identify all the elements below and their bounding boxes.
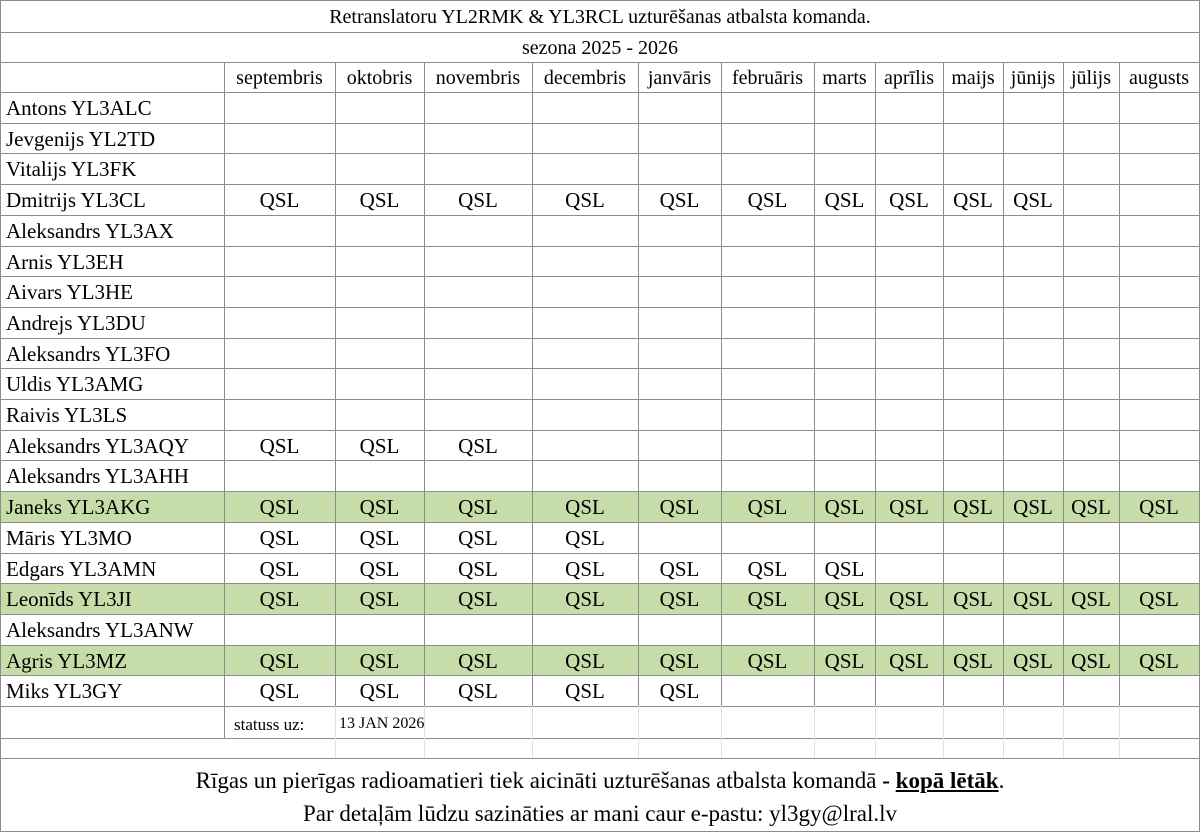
footer-dash: - bbox=[882, 768, 890, 793]
grid-hline bbox=[0, 32, 1200, 33]
grid-vline bbox=[638, 706, 639, 758]
qsl-mark: QSL bbox=[458, 679, 498, 704]
footer-invitation-text: Rīgas un pierīgas radioamatieri tiek aicināti uzturēšanas atbalsta komandā bbox=[195, 768, 883, 793]
qsl-mark: QSL bbox=[659, 188, 700, 213]
qsl-mark: QSL bbox=[889, 648, 929, 673]
grid-hline bbox=[0, 338, 1200, 339]
footer-contact: Par detaļām lūdzu sazināties ar mani caur e-pastu: yl3gy@lral.lv bbox=[302, 801, 898, 826]
qsl-mark: QSL bbox=[1013, 648, 1053, 673]
member-name: Antons YL3ALC bbox=[6, 96, 152, 120]
grid-vline bbox=[875, 706, 876, 758]
qsl-mark: QSL bbox=[1071, 587, 1111, 612]
footer-period: . bbox=[998, 768, 1005, 793]
qsl-mark: QSL bbox=[659, 648, 700, 673]
qsl-mark: QSL bbox=[1013, 188, 1053, 213]
grid-vline bbox=[943, 706, 944, 758]
qsl-mark: QSL bbox=[824, 495, 865, 520]
grid-vline bbox=[424, 706, 425, 758]
grid-hline bbox=[0, 399, 1200, 400]
qsl-mark: QSL bbox=[359, 679, 400, 704]
month-header: maijs bbox=[951, 67, 995, 89]
grid-vline bbox=[335, 706, 336, 758]
member-name: Jevgenijs YL2TD bbox=[6, 126, 156, 151]
grid-hline bbox=[0, 215, 1200, 216]
month-header: decembris bbox=[543, 67, 627, 89]
member-name: Janeks YL3AKG bbox=[6, 495, 151, 520]
month-header: februāris bbox=[731, 67, 804, 89]
qsl-mark: QSL bbox=[259, 495, 300, 520]
member-name: Uldis YL3AMG bbox=[6, 372, 144, 397]
qsl-mark: QSL bbox=[824, 556, 865, 581]
qsl-mark: QSL bbox=[889, 495, 929, 520]
grid-hline bbox=[0, 153, 1200, 154]
qsl-mark: QSL bbox=[1139, 648, 1179, 673]
qsl-mark: QSL bbox=[953, 648, 993, 673]
grid-hline bbox=[0, 276, 1200, 277]
qsl-mark: QSL bbox=[259, 525, 300, 550]
member-name: Aleksandrs YL3ANW bbox=[6, 617, 194, 642]
member-name: Agris YL3MZ bbox=[6, 648, 128, 673]
grid-hline bbox=[0, 0, 1200, 1]
month-header: oktobris bbox=[346, 67, 413, 89]
grid-hline bbox=[0, 553, 1200, 554]
qsl-mark: QSL bbox=[458, 648, 498, 673]
qsl-mark: QSL bbox=[824, 587, 865, 612]
qsl-mark: QSL bbox=[824, 648, 865, 673]
member-name: Aleksandrs YL3AHH bbox=[6, 464, 189, 489]
grid-vline bbox=[1119, 706, 1120, 758]
qsl-mark: QSL bbox=[458, 433, 498, 458]
month-header: jūlijs bbox=[1070, 67, 1111, 89]
grid-vline bbox=[1003, 706, 1004, 758]
qsl-mark: QSL bbox=[359, 433, 400, 458]
grid-hline bbox=[0, 92, 1200, 93]
month-header: marts bbox=[822, 67, 867, 89]
footer-invitation bbox=[0, 769, 1200, 792]
qsl-mark: QSL bbox=[659, 495, 700, 520]
grid-vline bbox=[532, 706, 533, 758]
qsl-mark: QSL bbox=[259, 679, 300, 704]
qsl-mark: QSL bbox=[747, 495, 788, 520]
grid-hline bbox=[0, 460, 1200, 461]
qsl-mark: QSL bbox=[747, 648, 788, 673]
grid-hline bbox=[0, 430, 1200, 431]
qsl-mark: QSL bbox=[458, 495, 498, 520]
grid-hline bbox=[0, 583, 1200, 584]
month-header: janvāris bbox=[647, 67, 712, 89]
member-name: Aleksandrs YL3FO bbox=[6, 341, 171, 366]
qsl-mark: QSL bbox=[1071, 648, 1111, 673]
qsl-mark: QSL bbox=[359, 587, 400, 612]
grid-vline bbox=[814, 706, 815, 758]
member-name: Leonīds YL3JI bbox=[6, 587, 132, 612]
grid-vline bbox=[1063, 706, 1064, 758]
qsl-mark: QSL bbox=[359, 648, 400, 673]
qsl-mark: QSL bbox=[359, 525, 400, 550]
qsl-mark: QSL bbox=[359, 188, 400, 213]
qsl-mark: QSL bbox=[359, 495, 400, 520]
member-name: Aleksandrs YL3AQY bbox=[6, 433, 189, 458]
grid-hline bbox=[0, 614, 1200, 615]
qsl-mark: QSL bbox=[953, 188, 993, 213]
grid-vline bbox=[0, 0, 1, 832]
qsl-mark: QSL bbox=[1013, 495, 1053, 520]
qsl-mark: QSL bbox=[953, 495, 993, 520]
qsl-mark: QSL bbox=[1139, 587, 1179, 612]
qsl-mark: QSL bbox=[259, 587, 300, 612]
qsl-mark: QSL bbox=[565, 587, 605, 612]
month-header: novembris bbox=[435, 67, 521, 89]
grid-hline bbox=[0, 706, 1200, 707]
grid-hline bbox=[0, 123, 1200, 124]
grid-hline bbox=[0, 62, 1200, 63]
qsl-mark: QSL bbox=[747, 587, 788, 612]
qsl-mark: QSL bbox=[259, 433, 300, 458]
month-header: septembris bbox=[236, 67, 323, 89]
grid-hline bbox=[0, 522, 1200, 523]
member-name: Miks YL3GY bbox=[6, 679, 123, 704]
qsl-mark: QSL bbox=[747, 556, 788, 581]
month-header: aprīlis bbox=[884, 67, 934, 89]
month-header: jūnijs bbox=[1010, 67, 1056, 89]
member-name: Aleksandrs YL3AX bbox=[6, 218, 174, 243]
grid-vline bbox=[224, 62, 225, 738]
qsl-mark: QSL bbox=[458, 525, 498, 550]
qsl-mark: QSL bbox=[458, 556, 498, 581]
qsl-mark: QSL bbox=[565, 556, 605, 581]
qsl-mark: QSL bbox=[565, 188, 605, 213]
member-name: Arnis YL3EH bbox=[6, 249, 124, 274]
season-label: sezona 2025 - 2026 bbox=[521, 37, 679, 59]
member-name: Māris YL3MO bbox=[6, 525, 132, 550]
qsl-mark: QSL bbox=[565, 679, 605, 704]
qsl-mark: QSL bbox=[1071, 495, 1111, 520]
qsl-mark: QSL bbox=[565, 648, 605, 673]
grid-hline bbox=[0, 645, 1200, 646]
qsl-mark: QSL bbox=[259, 556, 300, 581]
qsl-mark: QSL bbox=[659, 556, 700, 581]
qsl-mark: QSL bbox=[259, 188, 300, 213]
qsl-mark: QSL bbox=[359, 556, 400, 581]
qsl-mark: QSL bbox=[889, 587, 929, 612]
member-name: Aivars YL3HE bbox=[6, 280, 133, 305]
grid-vline bbox=[721, 706, 722, 758]
grid-hline bbox=[0, 368, 1200, 369]
grid-hline bbox=[0, 758, 1200, 759]
qsl-mark: QSL bbox=[953, 587, 993, 612]
grid-hline bbox=[0, 491, 1200, 492]
status-date: 13 JAN 2026 bbox=[339, 715, 425, 732]
qsl-mark: QSL bbox=[458, 188, 498, 213]
member-name: Andrejs YL3DU bbox=[6, 310, 146, 335]
grid-hline bbox=[0, 246, 1200, 247]
grid-hline bbox=[0, 675, 1200, 676]
qsl-mark: QSL bbox=[889, 188, 929, 213]
grid-hline bbox=[0, 307, 1200, 308]
qsl-mark: QSL bbox=[659, 587, 700, 612]
status-label: statuss uz: bbox=[234, 715, 305, 734]
qsl-mark: QSL bbox=[747, 188, 788, 213]
qsl-mark: QSL bbox=[824, 188, 865, 213]
qsl-mark: QSL bbox=[1139, 495, 1179, 520]
month-header: augusts bbox=[1129, 67, 1189, 89]
qsl-mark: QSL bbox=[565, 495, 605, 520]
grid-hline bbox=[0, 184, 1200, 185]
qsl-mark: QSL bbox=[1013, 587, 1053, 612]
qsl-mark: QSL bbox=[259, 648, 300, 673]
sheet-title: Retranslatoru YL2RMK & YL3RCL uzturēšanas atbalsta komanda. bbox=[329, 6, 871, 28]
member-name: Raivis YL3LS bbox=[6, 403, 128, 427]
qsl-mark: QSL bbox=[565, 525, 605, 550]
footer-slogan: kopā lētāk bbox=[895, 768, 999, 793]
member-name: Dmitrijs YL3CL bbox=[6, 188, 146, 213]
qsl-mark: QSL bbox=[458, 587, 498, 612]
member-name: Vitalijs YL3FK bbox=[6, 157, 137, 182]
grid-hline bbox=[0, 738, 1200, 739]
member-name: Edgars YL3AMN bbox=[6, 556, 157, 581]
qsl-mark: QSL bbox=[659, 679, 700, 704]
